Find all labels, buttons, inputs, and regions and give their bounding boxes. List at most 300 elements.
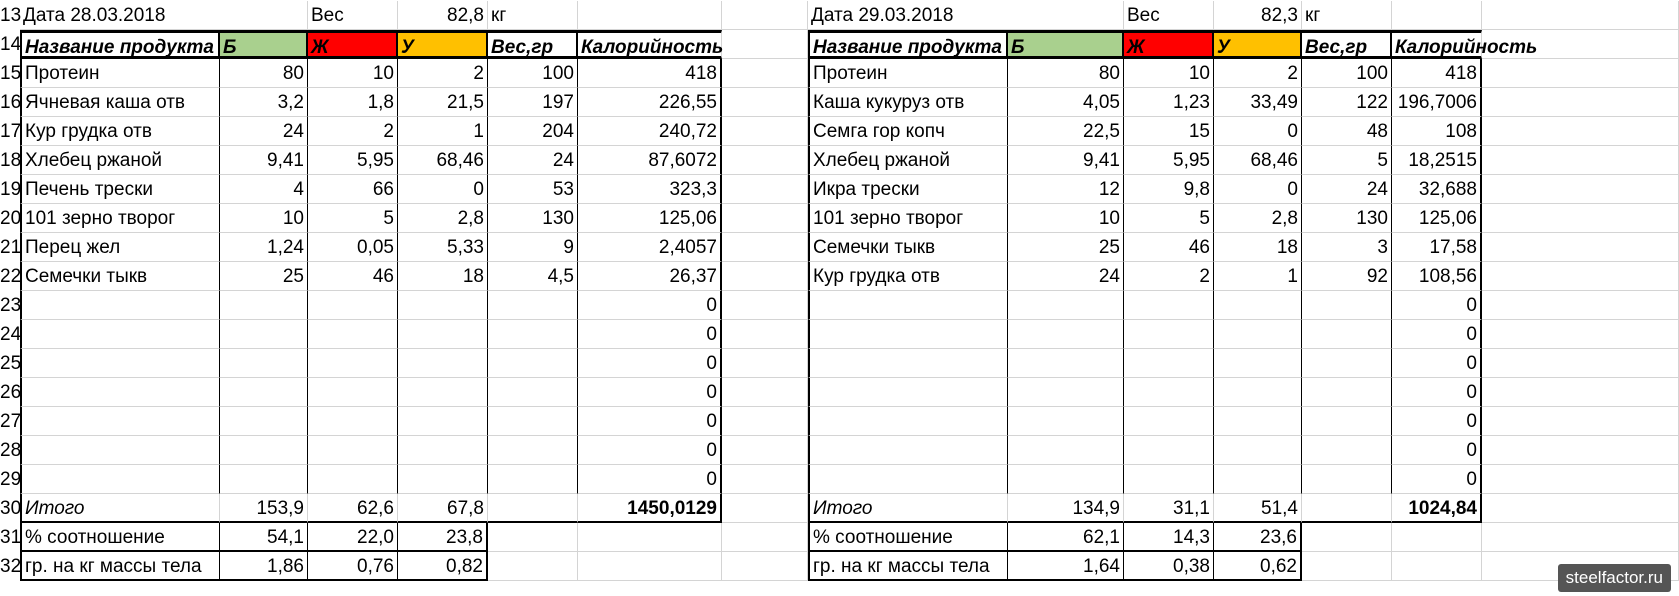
product-name[interactable] xyxy=(808,291,1008,320)
calories-value[interactable]: 0 xyxy=(578,320,722,349)
per-kg-protein[interactable]: 1,64 xyxy=(1008,552,1124,581)
product-name[interactable]: Семечки тыкв xyxy=(20,262,220,291)
product-name[interactable] xyxy=(20,436,220,465)
weight-value[interactable]: 130 xyxy=(488,204,578,233)
calories-value[interactable]: 0 xyxy=(578,378,722,407)
empty-cell[interactable] xyxy=(1482,59,1679,88)
empty-cell[interactable] xyxy=(1482,407,1679,436)
weight-value[interactable] xyxy=(488,378,578,407)
empty-cell[interactable] xyxy=(722,204,808,233)
empty-cell[interactable] xyxy=(578,1,722,30)
fat-value[interactable] xyxy=(308,320,398,349)
carbs-value[interactable] xyxy=(398,320,488,349)
row-number: 17 xyxy=(0,121,22,142)
weight-value[interactable]: 122 xyxy=(1302,88,1392,117)
calories-value[interactable]: 108 xyxy=(1392,117,1482,146)
weight-value[interactable]: 3 xyxy=(1302,233,1392,262)
row-number: 18 xyxy=(0,150,22,171)
fat-value[interactable] xyxy=(308,407,398,436)
sheet-row xyxy=(0,30,1679,59)
empty-cell[interactable] xyxy=(722,1,808,30)
product-name[interactable] xyxy=(20,407,220,436)
empty-cell[interactable] xyxy=(1482,88,1679,117)
product-name[interactable]: Семечки тыкв xyxy=(808,233,1008,262)
weight-value[interactable]: 100 xyxy=(1302,59,1392,88)
protein-value[interactable]: 9,41 xyxy=(220,146,308,175)
sheet-row xyxy=(0,146,1679,175)
empty-cell[interactable] xyxy=(1482,320,1679,349)
carbs-value[interactable]: 2 xyxy=(1214,59,1302,88)
fat-value[interactable]: 1,23 xyxy=(1124,88,1214,117)
weight-value[interactable] xyxy=(488,465,578,494)
weight-value[interactable] xyxy=(1302,349,1392,378)
header-carbs[interactable]: У xyxy=(1214,30,1302,59)
header-calories[interactable]: Калорийность xyxy=(1392,30,1482,59)
empty-cell[interactable] xyxy=(722,436,808,465)
fat-value[interactable] xyxy=(308,465,398,494)
protein-value[interactable] xyxy=(1008,349,1124,378)
per-kg-fat[interactable]: 0,38 xyxy=(1124,552,1214,581)
weight-value[interactable] xyxy=(488,349,578,378)
protein-value[interactable]: 1,24 xyxy=(220,233,308,262)
weight-value[interactable] xyxy=(1302,320,1392,349)
carbs-value[interactable]: 33,49 xyxy=(1214,88,1302,117)
protein-value[interactable] xyxy=(220,407,308,436)
product-name[interactable] xyxy=(20,291,220,320)
carbs-value[interactable]: 2,8 xyxy=(398,204,488,233)
fat-value[interactable] xyxy=(1124,407,1214,436)
empty-cell[interactable] xyxy=(722,494,808,523)
carbs-value[interactable]: 1 xyxy=(398,117,488,146)
ratio-label[interactable]: % соотношение xyxy=(20,523,220,552)
weight-value[interactable]: 92 xyxy=(1302,262,1392,291)
calories-value[interactable]: 0 xyxy=(578,436,722,465)
sheet-row xyxy=(0,204,1679,233)
fat-value[interactable]: 1,8 xyxy=(308,88,398,117)
header-carbs[interactable]: У xyxy=(398,30,488,59)
total-calories[interactable]: 1024,84 xyxy=(1392,494,1482,523)
carbs-value[interactable]: 21,5 xyxy=(398,88,488,117)
empty-cell[interactable] xyxy=(1392,523,1482,552)
fat-value[interactable]: 46 xyxy=(308,262,398,291)
empty-cell[interactable] xyxy=(1482,1,1679,30)
protein-value[interactable]: 80 xyxy=(220,59,308,88)
weight-value[interactable]: 130 xyxy=(1302,204,1392,233)
empty-cell[interactable] xyxy=(488,523,578,552)
empty-cell[interactable] xyxy=(722,175,808,204)
product-name[interactable]: Кур грудка отв xyxy=(20,117,220,146)
calories-value[interactable]: 87,6072 xyxy=(578,146,722,175)
product-name[interactable]: Ячневая каша отв xyxy=(20,88,220,117)
row-number: 13 xyxy=(0,5,22,26)
calories-value[interactable]: 0 xyxy=(1392,407,1482,436)
protein-value[interactable] xyxy=(220,349,308,378)
fat-value[interactable] xyxy=(308,436,398,465)
date-label: Дата 29.03.2018 xyxy=(808,1,1008,30)
fat-value[interactable] xyxy=(308,349,398,378)
protein-value[interactable] xyxy=(220,465,308,494)
calories-value[interactable]: 18,2515 xyxy=(1392,146,1482,175)
carbs-value[interactable]: 0 xyxy=(1214,175,1302,204)
fat-value[interactable]: 9,8 xyxy=(1124,175,1214,204)
fat-value[interactable]: 5,95 xyxy=(1124,146,1214,175)
empty-cell[interactable] xyxy=(722,378,808,407)
empty-cell[interactable] xyxy=(722,465,808,494)
calories-value[interactable]: 418 xyxy=(1392,59,1482,88)
product-name[interactable] xyxy=(808,436,1008,465)
carbs-value[interactable] xyxy=(398,378,488,407)
protein-value[interactable] xyxy=(1008,407,1124,436)
calories-value[interactable]: 17,58 xyxy=(1392,233,1482,262)
product-name[interactable]: Печень трески xyxy=(20,175,220,204)
empty-cell[interactable] xyxy=(1482,291,1679,320)
header-calories[interactable]: Калорийность xyxy=(578,30,722,59)
row-number: 19 xyxy=(0,179,22,200)
header-fat[interactable]: Ж xyxy=(1124,30,1214,59)
calories-value[interactable]: 32,688 xyxy=(1392,175,1482,204)
calories-value[interactable]: 0 xyxy=(1392,465,1482,494)
product-name[interactable]: Протеин xyxy=(20,59,220,88)
weight-label: Вес xyxy=(308,1,398,30)
header-protein[interactable]: Б xyxy=(1008,30,1124,59)
calories-value[interactable]: 0 xyxy=(1392,378,1482,407)
empty-cell[interactable] xyxy=(722,233,808,262)
product-name[interactable]: Семга гор копч xyxy=(808,117,1008,146)
protein-value[interactable]: 10 xyxy=(1008,204,1124,233)
total-label[interactable]: Итого xyxy=(808,494,1008,523)
protein-value[interactable] xyxy=(220,378,308,407)
empty-cell[interactable] xyxy=(578,523,722,552)
calories-value[interactable]: 323,3 xyxy=(578,175,722,204)
empty-cell[interactable] xyxy=(578,552,722,581)
weight-value[interactable]: 48 xyxy=(1302,117,1392,146)
sheet-row xyxy=(0,523,1679,552)
protein-value[interactable]: 25 xyxy=(1008,233,1124,262)
empty-cell[interactable] xyxy=(722,117,808,146)
empty-cell[interactable] xyxy=(722,407,808,436)
ratio-protein[interactable]: 54,1 xyxy=(220,523,308,552)
per-kg-carbs[interactable]: 0,82 xyxy=(398,552,488,581)
fat-value[interactable]: 5,95 xyxy=(308,146,398,175)
carbs-value[interactable] xyxy=(1214,378,1302,407)
fat-value[interactable]: 0,05 xyxy=(308,233,398,262)
empty-cell[interactable] xyxy=(1392,1,1482,30)
per-kg-protein[interactable]: 1,86 xyxy=(220,552,308,581)
product-name[interactable]: Кур грудка отв xyxy=(808,262,1008,291)
fat-value[interactable]: 46 xyxy=(1124,233,1214,262)
calories-value[interactable]: 2,4057 xyxy=(578,233,722,262)
fat-value[interactable] xyxy=(1124,291,1214,320)
calories-value[interactable]: 125,06 xyxy=(578,204,722,233)
weight-value[interactable]: 82,3 xyxy=(1214,1,1302,30)
empty-cell[interactable] xyxy=(722,320,808,349)
calories-value[interactable]: 125,06 xyxy=(1392,204,1482,233)
sheet-row xyxy=(0,233,1679,262)
protein-value[interactable] xyxy=(220,320,308,349)
protein-value[interactable] xyxy=(1008,378,1124,407)
weight-value[interactable]: 5 xyxy=(1302,146,1392,175)
protein-value[interactable]: 9,41 xyxy=(1008,146,1124,175)
weight-value[interactable]: 197 xyxy=(488,88,578,117)
protein-value[interactable]: 4,05 xyxy=(1008,88,1124,117)
weight-value[interactable] xyxy=(1302,291,1392,320)
empty-cell[interactable] xyxy=(1482,436,1679,465)
calories-value[interactable]: 0 xyxy=(1392,349,1482,378)
empty-cell[interactable] xyxy=(1482,262,1679,291)
calories-value[interactable]: 418 xyxy=(578,59,722,88)
header-product-name[interactable]: Название продукта xyxy=(808,30,1008,59)
calories-value[interactable]: 0 xyxy=(1392,436,1482,465)
ratio-fat[interactable]: 14,3 xyxy=(1124,523,1214,552)
sheet-row xyxy=(0,262,1679,291)
weight-value[interactable]: 204 xyxy=(488,117,578,146)
carbs-value[interactable] xyxy=(398,349,488,378)
protein-value[interactable]: 12 xyxy=(1008,175,1124,204)
fat-value[interactable] xyxy=(308,378,398,407)
empty-cell[interactable] xyxy=(722,523,808,552)
fat-value[interactable]: 15 xyxy=(1124,117,1214,146)
empty-cell[interactable] xyxy=(1482,233,1679,262)
weight-value[interactable] xyxy=(1302,378,1392,407)
total-carbs[interactable]: 67,8 xyxy=(398,494,488,523)
empty-cell[interactable] xyxy=(1482,117,1679,146)
empty-cell[interactable] xyxy=(1482,204,1679,233)
weight-value[interactable]: 4,5 xyxy=(488,262,578,291)
carbs-value[interactable]: 5,33 xyxy=(398,233,488,262)
weight-value[interactable] xyxy=(1302,465,1392,494)
product-name[interactable] xyxy=(808,320,1008,349)
header-weight[interactable]: Вес,гр xyxy=(488,30,578,59)
total-protein[interactable]: 153,9 xyxy=(220,494,308,523)
carbs-value[interactable] xyxy=(1214,349,1302,378)
carbs-value[interactable]: 68,46 xyxy=(1214,146,1302,175)
row-number: 21 xyxy=(0,237,22,258)
row-number: 29 xyxy=(0,469,22,490)
protein-value[interactable]: 10 xyxy=(220,204,308,233)
carbs-value[interactable]: 0 xyxy=(398,175,488,204)
calories-value[interactable]: 226,55 xyxy=(578,88,722,117)
calories-value[interactable]: 0 xyxy=(578,407,722,436)
row-number: 16 xyxy=(0,92,22,113)
calories-value[interactable]: 240,72 xyxy=(578,117,722,146)
ratio-carbs[interactable]: 23,8 xyxy=(398,523,488,552)
empty-cell[interactable] xyxy=(722,30,808,59)
fat-value[interactable]: 10 xyxy=(1124,59,1214,88)
empty-cell[interactable] xyxy=(722,88,808,117)
per-kg-label[interactable]: гр. на кг массы тела xyxy=(808,552,1008,581)
product-name[interactable]: Хлебец ржаной xyxy=(20,146,220,175)
carbs-value[interactable]: 68,46 xyxy=(398,146,488,175)
empty-cell[interactable] xyxy=(722,291,808,320)
row-number: 22 xyxy=(0,266,22,287)
weight-value[interactable] xyxy=(488,407,578,436)
carbs-value[interactable]: 18 xyxy=(398,262,488,291)
carbs-value[interactable] xyxy=(1214,291,1302,320)
empty-cell[interactable] xyxy=(1392,552,1482,581)
product-name[interactable] xyxy=(808,378,1008,407)
sheet-row xyxy=(0,175,1679,204)
sheet-row xyxy=(0,117,1679,146)
empty-cell[interactable] xyxy=(722,349,808,378)
fat-value[interactable]: 2 xyxy=(1124,262,1214,291)
empty-cell[interactable] xyxy=(722,552,808,581)
fat-value[interactable] xyxy=(1124,436,1214,465)
weight-value[interactable] xyxy=(1302,407,1392,436)
empty-cell[interactable] xyxy=(1482,30,1679,59)
empty-cell[interactable] xyxy=(220,1,308,30)
calories-value[interactable]: 0 xyxy=(1392,320,1482,349)
fat-value[interactable]: 5 xyxy=(1124,204,1214,233)
empty-cell[interactable] xyxy=(1302,523,1392,552)
per-kg-fat[interactable]: 0,76 xyxy=(308,552,398,581)
product-name[interactable] xyxy=(20,349,220,378)
carbs-value[interactable] xyxy=(1214,436,1302,465)
carbs-value[interactable] xyxy=(398,465,488,494)
sheet-row xyxy=(0,291,1679,320)
sheet-row xyxy=(0,320,1679,349)
product-name[interactable] xyxy=(808,349,1008,378)
empty-cell[interactable] xyxy=(1482,378,1679,407)
protein-value[interactable] xyxy=(1008,291,1124,320)
calories-value[interactable]: 196,7006 xyxy=(1392,88,1482,117)
empty-cell[interactable] xyxy=(1482,494,1679,523)
empty-cell[interactable] xyxy=(488,552,578,581)
empty-cell[interactable] xyxy=(1482,146,1679,175)
weight-unit: кг xyxy=(1302,1,1392,30)
weight-value[interactable]: 24 xyxy=(1302,175,1392,204)
carbs-value[interactable] xyxy=(1214,407,1302,436)
sheet-row xyxy=(0,494,1679,523)
ratio-label[interactable]: % соотношение xyxy=(808,523,1008,552)
weight-label: Вес xyxy=(1124,1,1214,30)
calories-value[interactable]: 0 xyxy=(1392,291,1482,320)
protein-value[interactable] xyxy=(1008,465,1124,494)
per-kg-carbs[interactable]: 0,62 xyxy=(1214,552,1302,581)
total-carbs[interactable]: 51,4 xyxy=(1214,494,1302,523)
weight-value[interactable] xyxy=(1302,436,1392,465)
protein-value[interactable]: 3,2 xyxy=(220,88,308,117)
weight-value[interactable]: 100 xyxy=(488,59,578,88)
product-name[interactable]: Икра трески xyxy=(808,175,1008,204)
protein-value[interactable] xyxy=(220,436,308,465)
ratio-carbs[interactable]: 23,6 xyxy=(1214,523,1302,552)
protein-value[interactable] xyxy=(1008,436,1124,465)
fat-value[interactable] xyxy=(1124,378,1214,407)
fat-value[interactable]: 2 xyxy=(308,117,398,146)
empty-cell[interactable] xyxy=(1302,552,1392,581)
protein-value[interactable]: 25 xyxy=(220,262,308,291)
header-product-name[interactable]: Название продукта xyxy=(20,30,220,59)
row-number: 28 xyxy=(0,440,22,461)
calories-value[interactable]: 26,37 xyxy=(578,262,722,291)
date-label: Дата 28.03.2018 xyxy=(20,1,220,30)
fat-value[interactable] xyxy=(1124,320,1214,349)
row-number: 26 xyxy=(0,382,22,403)
empty-cell[interactable] xyxy=(1482,523,1679,552)
empty-cell[interactable] xyxy=(1482,465,1679,494)
fat-value[interactable] xyxy=(1124,465,1214,494)
fat-value[interactable]: 10 xyxy=(308,59,398,88)
fat-value[interactable] xyxy=(1124,349,1214,378)
per-kg-label[interactable]: гр. на кг массы тела xyxy=(20,552,220,581)
empty-cell[interactable] xyxy=(1008,1,1124,30)
total-weight[interactable] xyxy=(1302,494,1392,523)
product-name[interactable] xyxy=(20,465,220,494)
protein-value[interactable]: 80 xyxy=(1008,59,1124,88)
header-protein[interactable]: Б xyxy=(220,30,308,59)
row-number: 20 xyxy=(0,208,22,229)
total-weight[interactable] xyxy=(488,494,578,523)
product-name[interactable] xyxy=(20,320,220,349)
protein-value[interactable]: 22,5 xyxy=(1008,117,1124,146)
product-name[interactable] xyxy=(808,465,1008,494)
weight-value[interactable] xyxy=(488,436,578,465)
carbs-value[interactable]: 2,8 xyxy=(1214,204,1302,233)
carbs-value[interactable]: 1 xyxy=(1214,262,1302,291)
total-label[interactable]: Итого xyxy=(20,494,220,523)
weight-value[interactable] xyxy=(488,320,578,349)
calories-value[interactable]: 0 xyxy=(578,465,722,494)
protein-value[interactable]: 24 xyxy=(1008,262,1124,291)
protein-value[interactable] xyxy=(220,291,308,320)
total-fat[interactable]: 31,1 xyxy=(1124,494,1214,523)
calories-value[interactable]: 108,56 xyxy=(1392,262,1482,291)
product-name[interactable]: 101 зерно творог xyxy=(20,204,220,233)
weight-value[interactable]: 53 xyxy=(488,175,578,204)
weight-value[interactable] xyxy=(488,291,578,320)
weight-value[interactable]: 9 xyxy=(488,233,578,262)
product-name[interactable] xyxy=(20,378,220,407)
carbs-value[interactable]: 0 xyxy=(1214,117,1302,146)
empty-cell[interactable] xyxy=(722,146,808,175)
empty-cell[interactable] xyxy=(1482,349,1679,378)
product-name[interactable]: Хлебец ржаной xyxy=(808,146,1008,175)
protein-value[interactable]: 24 xyxy=(220,117,308,146)
carbs-value[interactable] xyxy=(1214,320,1302,349)
calories-value[interactable]: 0 xyxy=(578,349,722,378)
fat-value[interactable] xyxy=(308,291,398,320)
carbs-value[interactable] xyxy=(398,436,488,465)
total-protein[interactable]: 134,9 xyxy=(1008,494,1124,523)
weight-value[interactable]: 82,8 xyxy=(398,1,488,30)
empty-cell[interactable] xyxy=(722,59,808,88)
protein-value[interactable]: 4 xyxy=(220,175,308,204)
product-name[interactable] xyxy=(808,407,1008,436)
product-name[interactable]: Каша кукуруз отв xyxy=(808,88,1008,117)
calories-value[interactable]: 0 xyxy=(578,291,722,320)
carbs-value[interactable] xyxy=(398,291,488,320)
ratio-fat[interactable]: 22,0 xyxy=(308,523,398,552)
fat-value[interactable]: 66 xyxy=(308,175,398,204)
ratio-protein[interactable]: 62,1 xyxy=(1008,523,1124,552)
total-calories[interactable]: 1450,0129 xyxy=(578,494,722,523)
carbs-value[interactable]: 18 xyxy=(1214,233,1302,262)
weight-value[interactable]: 24 xyxy=(488,146,578,175)
empty-cell[interactable] xyxy=(1482,175,1679,204)
product-name[interactable]: Перец жел xyxy=(20,233,220,262)
carbs-value[interactable] xyxy=(1214,465,1302,494)
carbs-value[interactable]: 2 xyxy=(398,59,488,88)
carbs-value[interactable] xyxy=(398,407,488,436)
fat-value[interactable]: 5 xyxy=(308,204,398,233)
product-name[interactable]: Протеин xyxy=(808,59,1008,88)
protein-value[interactable] xyxy=(1008,320,1124,349)
header-fat[interactable]: Ж xyxy=(308,30,398,59)
header-weight[interactable]: Вес,гр xyxy=(1302,30,1392,59)
empty-cell[interactable] xyxy=(722,262,808,291)
total-fat[interactable]: 62,6 xyxy=(308,494,398,523)
product-name[interactable]: 101 зерно творог xyxy=(808,204,1008,233)
